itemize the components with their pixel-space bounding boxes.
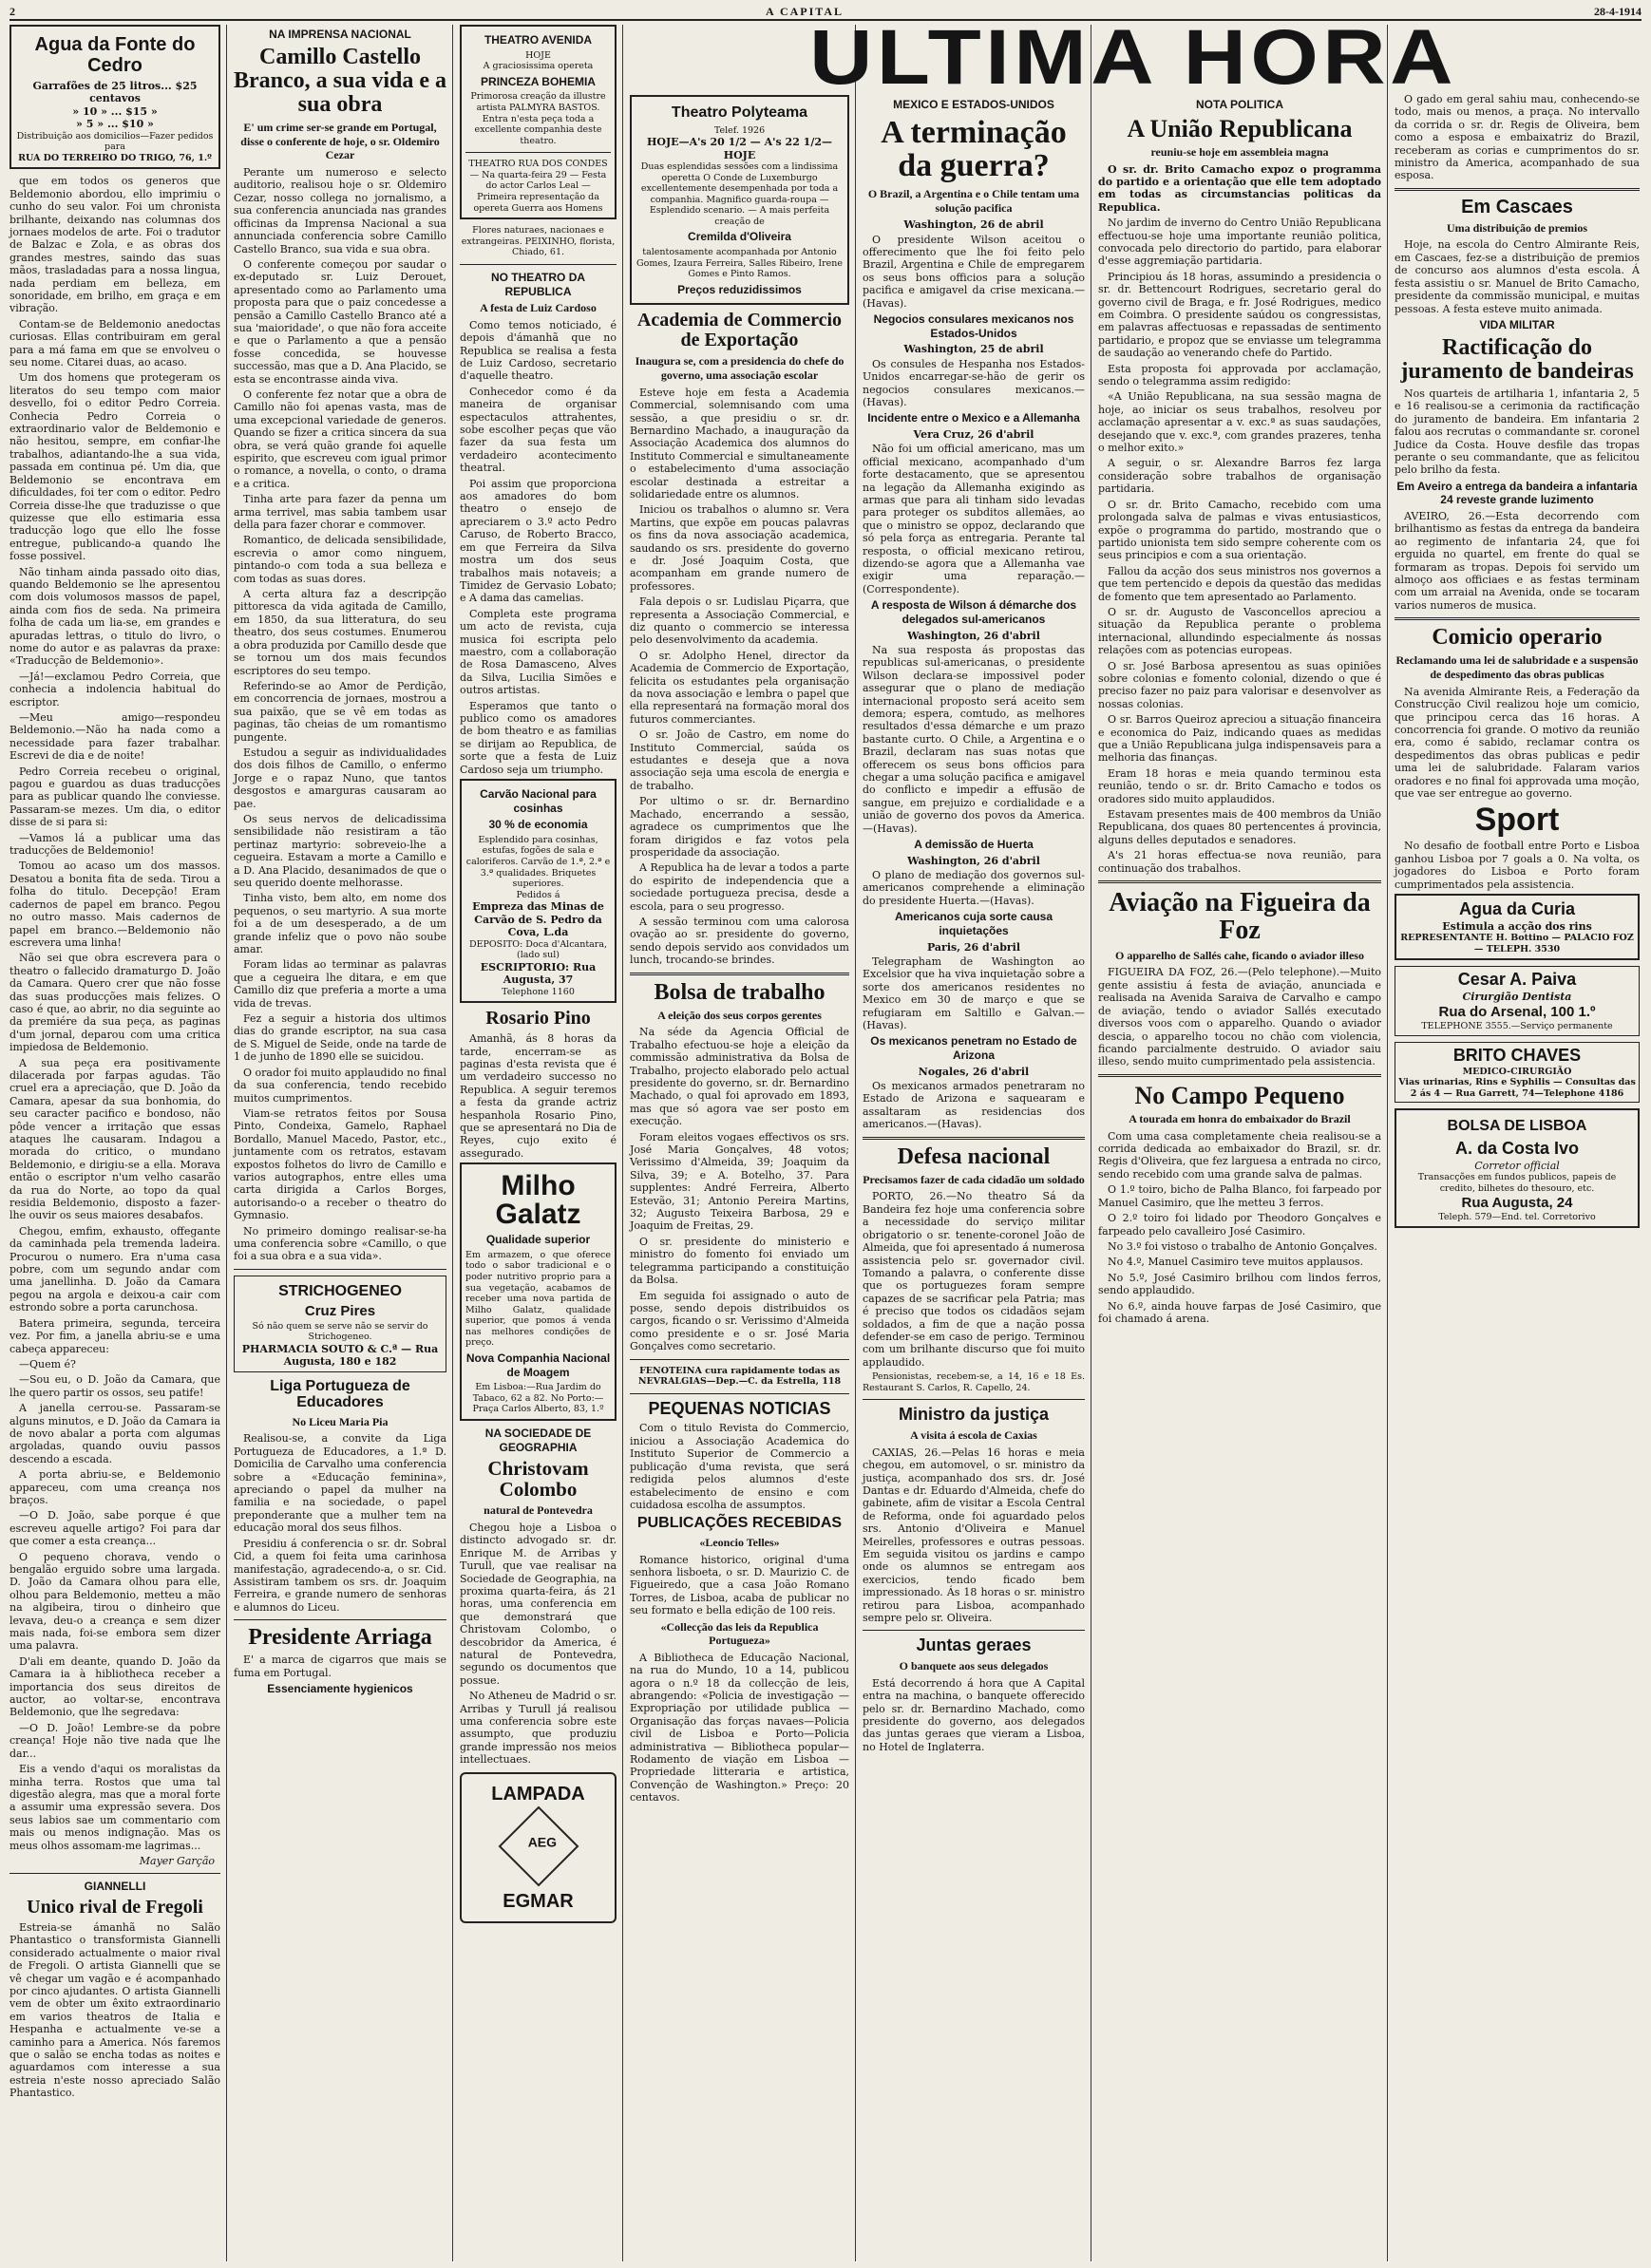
ad-title: Presidente Arriaga xyxy=(248,1625,432,1651)
ad-line: A graciosissima opereta xyxy=(483,61,594,72)
paragraph: Os mexicanos armados penetraram no Estado de Arizona e saquearam e assaltaram as residencias dos americanos.—(Havas). xyxy=(863,1080,1085,1131)
headline: Ractificação do juramento de bandeiras xyxy=(1400,334,1634,384)
divider xyxy=(863,1630,1085,1631)
paragraph: Com uma casa completamente cheia realisou-se a corrida dedicada ao embaixador do Brazil, sr. dr. Regis d'Oliveira, que fez larguesa a entrada no circo, sendo recebido com uma grande salva de palmas. xyxy=(1098,1129,1381,1181)
subheadline: Precisamos fazer de cada cidadão um soldado xyxy=(863,1172,1085,1186)
paragraph: Por ultimo o sr. dr. Bernardino Machado, encerrando a sessão, agradece os cumprimentos que lhe foram dirigidos e faz votos pela prosperidade da associação. xyxy=(630,795,849,859)
paragraph: Esteve hoje em festa a Academia Commercial, solemnisando com uma sessão, a que presidiu o sr. dr. Bernardino Machado, a inauguração da Associação Academica dos alumnos do Instituto Commercial e simultaneamente o estabelecimento d'uma associação escolar destinada a estreitar a solidariedade entre os alumnos. xyxy=(630,386,849,501)
paragraph: Contam-se de Beldemonio anedoctas curiosas. Ellas contribuiram em geral para a má fama em que se envolveu o seu nome. Citarei duas, ao acaso. xyxy=(9,317,220,369)
subheadline: A festa de Luiz Cardoso xyxy=(480,301,597,315)
paragraph: Estreia-se ámanhã no Salão Phantastico o transformista Giannelli considerado actualmente o maior rival de Fregoli. O artista Giannelli que se vê chegar um vagão e é acompanhado por cinco ajudantes. O artista Giannelli vem de obter um êxito extraordinario em varios theatros de Italia e Hespanha e actualmente ve-se a caminho para a America. Nós faremos que o salão se encha todas as noites e aguardamos com interesse a sua estreia n'este nosso apreciado Salão Phantastico. xyxy=(9,1920,220,2100)
headline: Defesa nacional xyxy=(897,1143,1051,1169)
ad-agua-curia xyxy=(1395,894,1640,961)
subheadline: «Collecção das leis da Republica Portugueza» xyxy=(660,1619,819,1648)
paragraph: Não sei que obra escrevera para o theatro o fallecido dramaturgo D. João da Camara. Quero crer que não fosse das suas producções mais felizes. O caso é que, ao abrir, no dia seguinte ao da premiére da sua peça, as paginas d'um jornal, deparou com uma critica impiedosa de Beldemonio. xyxy=(9,952,220,1054)
paragraph: O plano de mediação dos governos sul-americanos comprehende a eliminação do presidente Huerta.—(Havas). xyxy=(863,869,1085,907)
ad-title: Cesar A. Paiva xyxy=(1457,970,1577,990)
ad-sub: 30 % de economia xyxy=(488,818,588,832)
divider xyxy=(234,1269,446,1270)
headline: NO THEATRO DA REPUBLICA xyxy=(490,270,586,298)
headline: Bolsa de trabalho xyxy=(654,979,826,1005)
ad-agua-cedro xyxy=(9,25,220,169)
ad-text: E' a marca de cigarros que mais se fuma em Portugal. xyxy=(234,1654,446,1679)
ad-text: Esplendido para cosinhas, estufas, fogões de sala e caloriferos. Carvão de 1.ª, 2.ª e 3.ª qualidades. Briquetes superiores. xyxy=(465,834,611,890)
paragraph: O orador foi muito applaudido no final da sua conferencia, tendo recebido muitos cumprimentos. xyxy=(234,1066,446,1105)
ad-text: Duas esplendidas sessões com a lindissima operetta O Conde de Luxemburgo excellentemente desempenhada por toda a companhia. Magnifico guarda-roupa — Esplendido scenario. — A mais perfeita creação de xyxy=(640,161,839,227)
subheadline: reuniu-se hoje em assembleia magna xyxy=(1150,144,1329,159)
paragraph: Fallou da acção dos seus ministros nos governos a que tem pertencido e depois da questão das medidas de fomento que tem apresentado ao Parlamento. xyxy=(1098,564,1381,603)
ad-show: PRINCEZA BOHEMIA xyxy=(481,74,596,88)
headline: Camillo Castello Branco, a sua vida e a sua obra xyxy=(234,44,447,117)
paragraph: Esta proposta foi approvada por acclamação, sendo o telegramma assim redigido: xyxy=(1098,362,1381,388)
column-7 xyxy=(1389,25,1645,2261)
paragraph: Não tinham ainda passado oito dias, quando Beldemonio se lhe apresentou com dois volumosos massos de papel, ainda com fios de seda. Na primeira folha de cada um lia-se, em grandes e apuradas lettras, o titulo do livro, o nome do autor e as palavras da praxe: «Traducção de Beldemonio». xyxy=(9,565,220,668)
headline: Americanos cuja sorte causa inquietações xyxy=(894,910,1053,937)
paragraph: Batera primeira, segunda, terceira vez. Por fim, a janella abriu-se e uma cabeça appareceu: xyxy=(9,1316,220,1355)
aeg-logo-icon xyxy=(498,1805,579,1886)
subheadline: E' um crime ser-se grande em Portugal, disse o conferente de hoje, o sr. Oldemiro Cezar xyxy=(240,121,440,162)
divider xyxy=(1395,617,1640,620)
ad-address: Em Lisboa:—Rua Jardim do Tabaco, 62 a 82. No Porto:—Praça Carlos Alberto, 83, 1.º xyxy=(472,1382,604,1415)
paragraph: No desafio de football entre Porto e Lisboa ganhou Lisboa por 7 goals a 0. Na volta, os jogadores do Lisboa e Porto foram cumprimentados pela assistencia. xyxy=(1395,840,1640,891)
subheadline: A eleição dos seus corpos gerentes xyxy=(657,1008,822,1022)
paragraph: O presidente Wilson aceitou o offerecimento que lhe foi feito pelo Brazil, Argentina e Chile de empregarem os seus bons officios para a solução pacifica e amigavel da crise mexicana.—(Havas). xyxy=(863,233,1085,310)
ad-title: Carvão Nacional para cosinhas xyxy=(480,787,597,815)
paragraph: O 2.º toiro foi lidado por Theodoro Gonçalves e farpeado pelo cavalleiro José Casimiro. xyxy=(1098,1212,1381,1238)
ad-text: THEATRO RUA DOS CONDES — Na quarta-feira 29 — Festa do actor Carlos Leal — Primeira representação da opereta Guerra aos Homens xyxy=(468,159,608,214)
ad-name: A. da Costa Ivo xyxy=(1454,1139,1580,1158)
story-beldemonio xyxy=(9,175,220,1852)
paragraph: Não foi um official americano, mas um official mexicano, acompanhado d'um forte destacamento, que se apresentou na legação da Allemanha exigindo as armas que para ali tinham sido levadas para proteger os subditos allemães, ao que o ministro se oppoz, declarando que só pela força as entregaria. Perante tal resposta, o official mexicano retirou, dizendo-se agora que a Allemanha vae exigir uma reparação.—(Correspondente). xyxy=(863,443,1085,595)
ad-brand: Cruz Pires xyxy=(304,1303,376,1320)
paragraph: Conhecedor como é da maneira de organisar espectaculos attrahentes, sobe escolher peças que vão fazer da sua festa um verdadeiro acontecimento theatral. xyxy=(460,385,617,475)
paragraph: A porta abriu-se, e Beldemonio appareceu, com uma creança nos braços. xyxy=(9,1468,220,1506)
divider xyxy=(9,1873,220,1874)
column-rule xyxy=(855,25,856,2261)
dateline: Washington, 25 de abril xyxy=(903,343,1044,356)
headline: A resposta de Wilson á démarche dos delegados sul-americanos xyxy=(870,598,1077,626)
paragraph: Fala depois o sr. Ludislau Piçarra, que representa a Associação Commercial, e diz quanto o commercio se interessa pelo desenvolvimento da academia. xyxy=(630,595,849,647)
column-rule xyxy=(1387,25,1388,2261)
ad-sub: Corretor official xyxy=(1474,1159,1560,1172)
ad-sub: MEDICO-CIRURGIÃO xyxy=(1462,1066,1572,1077)
ad-title: LAMPADA xyxy=(491,1783,585,1805)
paragraph: O sr. João de Castro, em nome do Instituto Commercial, saúda os estudantes e deseja que a nova associação seja uma escola de energia e de trabalho. xyxy=(630,728,849,792)
headline: Rosario Pino xyxy=(485,1008,591,1030)
ad-line: HOJE xyxy=(525,49,551,61)
paragraph: Na séde da Agencia Official de Trabalho efectuou-se hoje a eleição da commissão administrativa da Bolsa de Trabalho, projecto elaborado pelo actual presidente do governo, sr. dr. Bernardino Machado, o qual foi aprovado em 1893, mas que só agora vae ser posto em execução. xyxy=(630,1026,849,1128)
paragraph: —Sou eu, o D. João da Camara, que lhe quero partir os ossos, seu patife! xyxy=(9,1373,220,1399)
byline: Mayer Garção xyxy=(139,1854,215,1867)
section-label: VIDA MILITAR xyxy=(1479,317,1555,331)
paragraph: Amanhã, ás 8 horas da tarde, encerram-se as paginas d'esta revista que é um verdadeiro successo no Republica. A seguir teremos a festa da grande actriz hespanhola Rosario Pino, que se apresentará no Dia de Reyes, cujo exito é assegurado. xyxy=(460,1032,617,1160)
ad-line: RUA DO TERREIRO DO TRIGO, 76, 1.º xyxy=(18,152,212,163)
headline: Academia de Commercio de Exportação xyxy=(636,310,843,351)
ad-text: Em armazem, o que oferece todo o sabor tradicional e o poder nutritivo proprio para a sua vegetação, acabamos de receber uma nova partida de Milho Galatz, qualidade superior, que pomos á venda nas melhores condições de preço. xyxy=(465,1249,611,1349)
section-label: NA SOCIEDADE DE GEOGRAPHIA xyxy=(484,1427,592,1454)
column-5 xyxy=(857,95,1091,2260)
paragraph: No Atheneu de Madrid o sr. Arribas y Turull já realisou uma conferencia sobre este assumpto, que produziu grande impressão nos meios intellectuaes. xyxy=(460,1690,617,1767)
column-rule xyxy=(226,25,227,2261)
ad-line: » 5 » ... $10 » xyxy=(76,118,154,131)
ad-address: PHARMACIA SOUTO & C.ª — Rua Augusta, 180 e 182 xyxy=(241,1342,439,1369)
column-3 xyxy=(454,25,622,2261)
ad-text: talentosamente acompanhada por Antonio Gomes, Izaura Ferreira, Salles Ribeiro, Irene Gomes e Pinto Ramos. xyxy=(636,247,843,280)
paragraph: Na sua resposta ás propostas das republicas sul-americanas, o presidente Wilson declara-se impossivel poder assegurar que o plano de mediação internacional proposto será aceito sem demora; espera, comtudo, as melhores resultados d'essa démarche e um prazo bastante curto. O Chile, a Argentina e o Brazil, declaram nas suas notas que offerecem os seus bons officios para chegar a uma solução pacifica e amigavel do conflicto e impedir a effusão de sangue, em prejuizo e cordialidade e a união de governo dos povos da America.—(Havas). xyxy=(863,643,1085,835)
subheadline: O banquete aos seus delegados xyxy=(899,1659,1049,1673)
ad-phone: Telef. 1926 xyxy=(713,124,766,136)
ad-times: HOJE—A's 20 1/2 — A's 22 1/2—HOJE xyxy=(647,136,832,161)
paragraph: CAXIAS, 26.—Pelas 16 horas e meia chegou, em automovel, o sr. ministro da justiça, acompanhado dos srs. dr. José Dantas e dr. Eduardo d'Almeida, chefe do gabinete, afim de visitar a Escola Central de Reforma, onde foi aguardado pelos srs. Antonio d'Oliveira e Manuel Meirelles, professores e outras pessoas. Em seguida visitou os jardins e campo onde os alumnos se entregam aos exercicios, tendo ficado bem impressionado. Ás 18 horas o sr. ministro retirou para Lisboa, acompanhado sempre pelo sr. Oliveira. xyxy=(863,1446,1085,1625)
paragraph: Presidiu á conferencia o sr. dr. Sobral Cid, a quem foi feita uma carinhosa manifestação, agradecendo-a, o sr. Cid. Assistiram tambem os srs. dr. Joaquim Ferreira, e grande numero de senhoras e alumnos do Liceu. xyxy=(234,1537,446,1614)
paragraph: A sessão terminou com uma calorosa ovação ao sr. presidente do governo, sendo depois servido aos convidados um lunch, trocando-se brindes. xyxy=(630,915,849,967)
subheadline: No Liceu Maria Pia xyxy=(292,1414,389,1428)
headline: A terminação da guerra? xyxy=(881,114,1067,184)
ad-star: Cremilda d'Oliveira xyxy=(688,230,791,244)
paragraph: A Bibliotheca de Educação Nacional, na rua do Mundo, 10 a 14, publicou agora o n.º 18 da collecção de leis, abrangendo: «Policia de investigação — Expropriação por utilidade publica — Organisação das forças navaes—Policia civil de Lisboa e Porto—Policia administrativa — Bibliotheca popular—Rodamento de viação em Lisboa — Propriedade litteraria e artistica, Convenção de Washington.» Preço: 20 centavos. xyxy=(630,1651,849,1805)
ad-cesar-paiva xyxy=(1395,966,1640,1035)
paragraph: A seguir, o sr. Alexandre Barros fez larga consideração sobre trabalhos de organisação partidaria. xyxy=(1098,457,1381,496)
column-4 xyxy=(624,95,855,2260)
paragraph: Foram eleitos vogaes effectivos os srs. José Maria Gonçalves, 48 votos; Verissimo d'Almeida, 39; Joaquim da Silva, 39; e A. Botelho, 37. Para supplentes: André Ferreira, Alberto Estevão, 31; Antonio Pereira Martins, 32; Augusto Teixeira Barbosa, 29 e Joaquim de Freitas, 29. xyxy=(630,1130,849,1233)
subheadline: A visita á escola de Caxias xyxy=(910,1428,1037,1443)
paragraph: A janella cerrou-se. Passaram-se alguns minutos, e D. João da Camara ia de novo abalar a porta com algumas argoladas, quando ouviu passos descendo a escada. xyxy=(9,1402,220,1465)
headline: Sport xyxy=(1474,802,1560,839)
ad-title: Milho Galatz xyxy=(495,1170,581,1231)
page-number: 2 xyxy=(9,5,15,19)
ad-sub: Qualidade superior xyxy=(485,1233,591,1247)
paragraph: Foram lidas ao terminar as palavras que a cegueira lhe ditara, e em que Camillo diz que preferia a morte a uma vida de trevas. xyxy=(234,958,446,1010)
ad-title: BOLSA DE LISBOA xyxy=(1447,1118,1587,1135)
paragraph: Romantico, de delicada sensibilidade, escrevia o amor como ninguem, pintando-o com toda a sua belleza e com todas as suas dores. xyxy=(234,534,446,585)
dateline: Vera Cruz, 26 d'abril xyxy=(913,428,1034,441)
notice: Pensionistas, recebem-se, a 14, 16 e 18 Es. Restaurant S. Carlos, R. Capello, 24. xyxy=(863,1371,1085,1393)
paragraph: O sr. dr. Brito Camacho, recebido com uma prolongada salva de palmas e vivas entusiasticos, expõe o programma do partido, mostrando que o partido unionista tem sido sempre coherente com os seus principios e com a sua orientação. xyxy=(1098,498,1381,562)
paragraph: Chegou, emfim, exhausto, offegante da caminhada pela tremenda ladeira. Procurou o numero. Era n'uma casa pobre, com um segundo andar com uma janellinha. D. João da Camara pegou na argola e deixou-a cair com estrondo sobre a porta carunchosa. xyxy=(9,1224,220,1314)
paragraph: que em todos os generos que Beldemonio abordou, ello imprimiu o cunho do seu valor. Foi um chronista brilhante, deixando nas columnas dos jornaes modelos de arte. Foi o tradutor de Balzac e Zola, e as obras dos grandes mestres, saindo das suas mãos, trasladadas para a nossa lingua, nada perdiam em belleza, em sonoridade, em brilho, em graça e em vibração. xyxy=(9,175,220,315)
ad-phone: Teleph. 579—End. tel. Corretorivo xyxy=(1438,1211,1596,1222)
headline: Incidente entre o Mexico e a Allemanha xyxy=(867,411,1080,425)
ad-tagline: Essenciamente hygienicos xyxy=(267,1682,413,1696)
paragraph: A certa altura faz a descripção pittoresca da vida agitada de Camillo, em 1850, da sua litteratura, do seu theatro, dos seus costumes. Enumerou a obra produzida por Camillo desde que se tornou um dos mais fecundos escriptores do seu tempo. xyxy=(234,588,446,677)
paragraph: Estavam presentes mais de 400 membros da União Republicana, dos quaes 80 pertencentes á provincia, alguns delles deputados e senadores. xyxy=(1098,808,1381,846)
headline: Em Aveiro a entrega da bandeira a infantaria 24 reveste grande luzimento xyxy=(1396,479,1638,507)
divider xyxy=(1098,1074,1381,1077)
paragraph: Eram 18 horas e meia quando terminou esta reunião, tendo o sr. dr. Brito Camacho e todos os oradores sido muito applaudidos. xyxy=(1098,766,1381,805)
subheadline: O Brazil, a Argentina e o Chile tentam uma solução pacifica xyxy=(867,187,1080,215)
paragraph: No 6.º, ainda houve farpas de José Casimiro, que foi chamado á arena. xyxy=(1098,1299,1381,1325)
ad-sub: Estimula a acção dos rins xyxy=(1442,919,1592,933)
paragraph: Principiou ás 18 horas, assumindo a presidencia o sr. dr. Bettencourt Rodrigues, secretario geral do governo civil de Braga, e fr. José Rodrigues, medico em Coimbra. O presidente saúdou os congressistas, em palavras affectuosas e repassadas de sentimento partidario, e propoz que se enviasse um telegramma de saudação ao venerando chefe do Partido. xyxy=(1098,270,1381,360)
dateline: Nogales, 26 d'abril xyxy=(918,1065,1030,1078)
ad-phone: TELEPHONE 3555.—Serviço permanente xyxy=(1421,1021,1613,1032)
paragraph: D'ali em deante, quando D. João da Camara ia à hibliotheca receber a importancia dos seus direitos de auctor, ao voltar-se, encontrava Beldemonio, que lhe segredava: xyxy=(9,1654,220,1719)
paragraph: O gado em geral sahiu mau, conhecendo-se todo, mais ou menos, a praça. No intervallo da corrida o sr. dr. Regis de Oliveira, bem como a esposa e embaixatriz do Brazil, receberam as corias e cumprimentos do sr. ministro da America, acompanhado de sua esposa. xyxy=(1395,93,1640,182)
paragraph: Na avenida Almirante Reis, a Federação da Construcção Civil realizou hoje um comicio, que principou cerca das 16 horas. A concorrencia foi grande. O motivo da reunião era, como é sabido, reclamar contra os despedimentos das obras publicas e pedir uma lei de salubridade. Falaram varios oradores e no final foi approvada uma moção, que vae ser entregue ao governo. xyxy=(1395,685,1640,800)
ad-text: Primorosa creação da illustre artista PALMYRA BASTOS. Entra n'esta peça toda a excellente companhia deste theatro. xyxy=(470,91,606,146)
paragraph: Tomou ao acaso um dos massos. Desatou a bonita fita de seda. Tirou a folha do titulo. Decepção! Eram cadernos de papel em branco. Pegou no outro masso. Mais cadernos de papel em branco.—Beldemonio não escrevera uma linha! xyxy=(9,860,220,949)
divider xyxy=(863,1137,1085,1140)
newspaper-name: A CAPITAL xyxy=(765,5,844,19)
paragraph: Nos quarteis de artilharia 1, infantaria 2, 5 e 16 realisou-se a cerimonia da ractificação do juramento de bandeira. Em infantaria 2 falou aos recrutas o commandante sr. coronel Judice da Costa. Houve desfile das tropas perante o seu commandante, que as felicitou pelo brilho da festa. xyxy=(1395,387,1640,477)
ad-fenoteina: FENOTEINA cura rapidamente todas as NEVRALGIAS—Dep.—C. da Estrella, 118 xyxy=(637,1365,842,1388)
ad-lampada-egmar xyxy=(460,1772,617,1923)
paragraph: O 1.º toiro, bicho de Palha Blanco, foi farpeado por Manuel Casimiro, que lhe metteu 3 ferros. xyxy=(1098,1183,1381,1209)
ad-address: Rua do Arsenal, 100 1.º xyxy=(1438,1003,1596,1020)
ad-line: Garrafões de 25 litros... $25 centavos xyxy=(32,80,198,105)
paragraph: Telegrapham de Washington ao Excelsior que ha viva inquietação sobre a sorte dos americanos residentes no Mexico em 30 de março e que se refugiaram em Saltillo e Galvan.—(Havas). xyxy=(863,954,1085,1031)
headline: A União Republicana xyxy=(1127,114,1353,142)
paragraph: PORTO, 26.—No theatro Sá da Bandeira fez hoje uma conferencia sobre a necessidade do serviço militar obrigatorio o sr. tenente-coronel João de Almeida, que foi apresentado á numerosa assistencia pelo sr. governador civil. Tomando a palavra, o conferente disse que os portuguezes foram sempre capazes de se sacrificar pela Patria; mas é preciso que todos os cidadãos sejam soldados, a fim de que a nação possa defender-se em caso de perigo. Terminou com um brilhante discurso que foi muito applaudido. xyxy=(863,1190,1085,1369)
divider xyxy=(465,152,611,153)
divider xyxy=(234,1619,446,1620)
paragraph: A's 21 horas effectua-se nova reunião, para continuação dos trabalhos. xyxy=(1098,849,1381,875)
paragraph: Viam-se retratos feitos por Sousa Pinto, Condeixa, Gamelo, Raphael Bordallo, Manuel Macedo, Pastor, etc., juntamente com os retratos, estavam expostos folhetos do livro de Camillo e varios autographos, entre elles uma carta dirigida a Carlos Borges, autorisando-o a receber o theatro do Gymnasio. xyxy=(234,1106,446,1222)
paragraph: FIGUEIRA DA FOZ, 26.—(Pelo telephone).—Muito gente assistiu á festa de aviação, anunciada e realisada na Avenida Saraiva de Carvalho e campo de aviação, tendo o aviador Sallés executado diversos voos com o apparelho. Quando o aviador descia, o apparelho tocou no chão com violencia, ficando parcialmente destruido. O aviador saiu illeso, sendo muito cumprimentado pela assistencia. xyxy=(1098,966,1381,1068)
paragraph: No jardim de inverno do Centro União Republicana effectuou-se hoje uma importante reunião politica, convocada pelo directorio do partido, para elaborar d'esse aggremiação partidaria. xyxy=(1098,217,1381,268)
paragraph: O pequeno chorava, vendo o bengalão erguido sobre uma largada. D. João da Camara olhou para elle, olhou para Beldemonio, metteu a mão na algibeira, tirou o dinheiro que levava, deu-o a creança e sem dizer mais nada, foi-se embora sem dizer uma palavra. xyxy=(9,1550,220,1653)
paragraph: O conferente fez notar que a obra de Camillo não foi apenas vasta, mas de uma excepcional variedade de generos. Quando se fizer a critica sincera da sua obra, se verá quão grande foi aquelle espirito, que escreveu com igual primor o romance, a novella, o conto, o drama e a critica. xyxy=(234,387,446,490)
ad-title: THEATRO AVENIDA xyxy=(484,33,593,47)
paragraph: Um dos homens que protegeram os literatos do seu tempo com maior desvello, foi o editor Pedro Correia. Conhecia Pedro Correia o extraordinario valor de Beldemonio e não hesitou, sempre, em confiar-lhe trabalhos, adiantando-lhe a sua vida, passada em continua pé. Um dia, que Beldemonio se encontrava em dificuldades, foi ter com o editor. Pedro Correia disse-lhe que traduzisse o que quizesse que ello estimaria essa traducção logo que ello lhe fosse entregue, publicando-a quando lhe fosse possivel. xyxy=(9,371,220,563)
headline: Aviação na Figueira da Foz xyxy=(1109,888,1371,946)
paragraph: Estudou a seguir as individualidades dos dois filhos de Camillo, o enfermo Jorge e o rapaz Nuno, que tantos desgostos e amarguras causaram ao pae. xyxy=(234,746,446,810)
dateline: Washington, 26 d'abril xyxy=(907,629,1040,642)
paragraph: O sr. Barros Queiroz apreciou a situação financeira e economica do Paiz, indicando quaes as medidas que a União Republicana julga indispensaveis para a melhoria das finanças. xyxy=(1098,713,1381,765)
paragraph: Chegou hoje a Lisboa o distincto advogado sr. dr. Enrique M. de Arribas y Turull, que vae realisar na Sociedade de Geographia, na proxima quarta-feira, ás 21 horas, uma conferencia em que demonstrará que Christovam Colombo, o descobridor da America, é natural de Pontevedra, segundo os documentos que possue. xyxy=(460,1521,617,1687)
dateline: Washington, 26 de abril xyxy=(903,218,1044,232)
headline: Os mexicanos penetram no Estado de Arizona xyxy=(870,1034,1077,1062)
paragraph: Com o titulo Revista do Commercio, iniciou a Associação Academica do Instituto Superior de Commercio a publicação d'uma revista, que será redigida pelos alumnos d'este estabelecimento de ensino e com cuidadosa escolha de assumptos. xyxy=(630,1422,849,1511)
divider xyxy=(1098,880,1381,883)
ad-bolsa-lisboa xyxy=(1395,1108,1640,1228)
ad-deposit: DEPOSITO: Doca d'Alcantara, (lado sul) xyxy=(468,938,608,961)
paragraph: O conferente começou por saudar o ex-deputado sr. Luiz Derouet, apresentado como ao Parlamento uma proposta para que o paiz concedesse a pensão a Camillo Castello Branco até a sua 'maioridade', o que não fora acceite e que o Parlamento a que a pensão fosse concedida, se houvesse successão, mas que a D. Ana Placido, se esta se encontrasse ainda viva. xyxy=(234,257,446,386)
dateline: Washington, 26 d'abril xyxy=(907,854,1040,867)
banner-spacer xyxy=(1395,25,1640,93)
headline: No Campo Pequeno xyxy=(1134,1081,1345,1109)
paragraph: —O D. João! Lembre-se da pobre creança! Hoje não tive nada que lhe dar... xyxy=(9,1721,220,1760)
ad-sub: Cirurgião Dentista xyxy=(1462,991,1572,1004)
headline: A demissão de Huerta xyxy=(914,838,1034,852)
column-1 xyxy=(4,25,226,2261)
paragraph: O sr. José Barbosa apresentou as suas opiniões sobre colonias e fomento colonial, dizendo o que é preciso fazer no paiz para valorisar e desenvolver as nossas colonias. xyxy=(1098,659,1381,710)
paragraph: Romance historico, original d'uma senhora lisboeta, o sr. D. Maurizio C. de Figueiredo, que a casa João Romano Torres, de Lisboa, acaba de publicar no seu formato e bella edição de 100 reis. xyxy=(630,1553,849,1617)
divider xyxy=(863,1399,1085,1400)
paragraph: Esperamos que tanto o publico como os amadores de bom theatro e as familias se dirijam ao Republica, de sorte que a festa de Luiz Cardoso seja um triumpho. xyxy=(460,699,617,776)
paragraph: No primeiro domingo realisar-se-ha uma conferencia sobre «Camillo, o que foi a sua obra e a sua vida». xyxy=(234,1224,446,1263)
section-label: GIANNELLI xyxy=(84,1880,146,1894)
column-6 xyxy=(1092,95,1387,2260)
section-label: MEXICO E ESTADOS-UNIDOS xyxy=(893,98,1054,111)
subheadline: Inaugura se, com a presidencia do chefe do governo, uma associação escolar xyxy=(635,354,844,383)
paragraph: Perante um numeroso e selecto auditorio, realisou hoje o sr. Oldemiro Cezar, nosso collega no jornalismo, a sua conferencia anunciada nas grandes officinas da Imprensa Nacional a sua annunciada conferencia sobre Camillo Castello Branco, sua vida e sua obra. xyxy=(234,166,446,255)
paragraph: No 3.º foi vistoso o trabalho de Antonio Gonçalves. xyxy=(1108,1239,1377,1253)
paragraph: Os consules de Hespanha nos Estados-Unidos encarregar-se-hão de gerir os negocios consulares mexicanos.—(Havas). xyxy=(863,357,1085,408)
divider xyxy=(630,1393,849,1394)
paragraph: Fez a seguir a historia dos ultimos dias do grande escriptor, na sua casa de S. Miguel de Seide, onde na tarde de 1 de junho de 1890 elle se suicidou. xyxy=(234,1012,446,1064)
paragraph: A Republica ha de levar a todos a parte do espirito de independencia que a sociedade portugueza precisa, desde a escola, para o seu progresso. xyxy=(630,861,849,913)
paragraph: Realisou-se, a convite da Liga Portugueza de Educadores, a 1.ª D. Domicilia de Carvalho uma conferencia sobre a «Educação feminina», apreciando o papel da mulher na familia e na sociedade, o papel preponderante que a mulher tem na educação moral dos seus filhos. xyxy=(234,1432,446,1535)
column-2 xyxy=(228,25,452,2261)
column-rule xyxy=(622,25,623,2261)
paragraph: Iniciou os trabalhos o alumno sr. Vera Martins, que expõe em poucas palavras os fins da nova associação academica, saudando os srs. presidente do governo e dr. José Joaquim Costa, que acompanham em grande numero de professores. xyxy=(630,503,849,593)
paragraph: Como temos noticiado, é depois d'ámanhã que no Republica se realisa a festa de Luiz Cardoso, secretario d'aquelle theatro. xyxy=(460,318,617,383)
paragraph: O sr. dr. Brito Camacho expoz o programma do partido e a orientação que elle tem adoptado em todas as circumstancias politicas da Republica. xyxy=(1098,162,1381,214)
headline: Comicio operario xyxy=(1432,625,1603,651)
paragraph: —O D. João, sabe porque é que escreveu aquelle artigo? Foi para dar que comer a esta creança... xyxy=(9,1509,220,1548)
headline: Juntas geraes xyxy=(916,1635,1032,1655)
ad-strichogeneo xyxy=(234,1276,446,1372)
logo-mark: AEG xyxy=(527,1834,557,1850)
ad-text: Só não quem se serve não se servir do Strichogeneo. xyxy=(252,1320,428,1343)
ad-brito-chaves xyxy=(1395,1042,1640,1104)
paragraph: Está decorrendo á hora que A Capital entra na machina, o banquete offerecido pelo sr. dr. Bernardino Machado, como presidente do governo, aos delegados das juntas geraes que vieram a Lisboa, no Hotel de Inglaterra. xyxy=(863,1676,1085,1753)
paragraph: No 5.º, José Casimiro brilhou com lindos ferros, sendo applaudido. xyxy=(1098,1271,1381,1297)
headline: Ministro da justiça xyxy=(898,1405,1050,1425)
paragraph: Tinha visto, bem alto, em nome dos pequenos, o seu martyrio. A sua morte foi a de um desesperado, a de um grande infeliz que o povo não soube amar. xyxy=(234,892,446,956)
paragraph: Completa este programa um acto de revista, cuja musica foi escripta pelo maestro, com a collaboração de Rosa Damasceno, Alves da Silva, Lucilia Simões e outros artistas. xyxy=(460,607,617,697)
paragraph: Em seguida foi assignado o auto de posse, sendo depois distribuidos os cargos, ficando o sr. Verissimo d'Almeida como presidente e o sr. José Maria Gonçalves como secretario. xyxy=(630,1289,849,1353)
headline: Unico rival de Fregoli xyxy=(27,1896,203,1918)
divider xyxy=(630,1359,849,1360)
paragraph: Eis a vendo d'aqui os moralistas da minha terra. Rostos que uma tal digestão alegra, mas que a moral forte a assumir uma expressão severa. Dos seus labios sae um commentario com mais ou menos indignação. Mas os meus olhos assomam-me lagrimas... xyxy=(9,1763,220,1852)
ad-brand: EGMAR xyxy=(503,1891,574,1913)
ad-company: Empreza das Minas de Carvão de S. Pedro da Cova, L.da xyxy=(472,900,604,939)
dateline: Paris, 26 d'abril xyxy=(926,940,1021,954)
section-label: NOTA POLITICA xyxy=(1196,98,1283,111)
subheadline: O apparelho de Sallés cahe, ficando o aviador illeso xyxy=(1115,948,1364,962)
paragraph: Os seus nervos de delicadissima sensibilidade não resistiram a tão pertinaz martyrio: sobreveio-lhe a cegueira. Estavam a morte a Camillo e a D. Ana Placido, desanimados de que o seu querido doente melhorasse. xyxy=(234,812,446,889)
ad-title: BRITO CHAVES xyxy=(1452,1045,1582,1065)
paragraph: Tinha arte para fazer da penna um arma terrivel, mas sabia tambem usar della para fazer chorar e commover. xyxy=(234,493,446,532)
paragraph: AVEIRO, 26.—Esta decorrendo com brilhantismo as festas da entrega da bandeira ao regimento de infantaria 24, que foi erguida no quartel, em frente do qual se formaram as tropas. Depois foi servido um almoço aos officiaes e as festas terminam com um arraial na Avenida, onde se tocaram varios numeros de musica. xyxy=(1395,510,1640,612)
paragraph: —Meu amigo—respondeu Beldemonio.—Não ha nada como a necessidade para fazer trabalhar. Escrevi de dia e de noite! xyxy=(9,711,220,763)
subheadline: A tourada em honra do embaixador do Brazil xyxy=(1129,1112,1351,1126)
ad-company: Nova Companhia Nacional de Moagem xyxy=(465,1351,611,1379)
ad-flores: Flores naturaes, nacionaes e extrangeiras. PEIXINHO, florista, Chiado, 61. xyxy=(461,225,616,258)
subheadline: «Leoncio Telles» xyxy=(699,1535,780,1549)
headline: Negocios consulares mexicanos nos Estados-Unidos xyxy=(873,312,1074,340)
paragraph: O sr. Adolpho Henel, director da Academia de Commercio de Exportação, felicita os estudantes pela organisação da nova associação e lembra o papel que ella representará na formação moral dos futuros commerciantes. xyxy=(630,649,849,726)
ad-polyteama xyxy=(630,95,849,305)
ad-line: » 10 » ... $15 » xyxy=(72,104,158,118)
section-label: NA IMPRENSA NACIONAL xyxy=(269,28,411,41)
paragraph: O sr. presidente do ministerio e ministro do fomento foi enviado um telegramma participando a constituição da Bolsa. xyxy=(630,1235,849,1287)
headline: Liga Portugueza de Educadores xyxy=(270,1377,410,1411)
paragraph: «A União Republicana, na sua sessão magna de hoje, ao iniciar os seus trabalhos, resolveu por acclamação apresentar a v. exc.ª as suas saudações, desejando que v. exc.ª, com grandes prazeres, tenha o melhor exito.» xyxy=(1098,390,1381,455)
ad-line: Distribuição aos domicilios—Fazer pedidos para xyxy=(16,130,214,153)
ad-carvao xyxy=(460,779,617,1003)
paragraph: —Já!—exclamou Pedro Correia, que conhecia a indolencia habitual do escriptor. xyxy=(9,670,220,709)
ad-prices: Preços reduzidissimos xyxy=(677,282,802,296)
issue-date: 28-4-1914 xyxy=(1594,5,1642,19)
divider xyxy=(460,264,617,265)
ad-office: ESCRIPTORIO: Rua Augusta, 37 xyxy=(480,960,597,987)
ad-representative: REPRESENTANTE H. Bottino — PALACIO FOZ — TELEPH. 3530 xyxy=(1400,933,1634,954)
divider xyxy=(630,973,849,975)
ad-milho xyxy=(460,1162,617,1421)
paragraph: Poi assim que proporciona aos amadores do bom theatro o ensejo de apreciarem o 3.º acto Pedro Caruso, de Roberto Bracco, em que Ferreira da Silva mostra um dos seus trabalhos mais notaveis; a Timidez de Gervasio Lobato; e A dama das camelias. xyxy=(460,477,617,605)
headline: PEQUENAS NOTICIAS xyxy=(648,1398,831,1418)
column-rule xyxy=(452,25,453,2261)
ad-text: Transacções em fundos publicos, papeis de credito, bilhetes do thesouro, etc. xyxy=(1417,1172,1617,1194)
divider xyxy=(1395,188,1640,191)
paragraph: Hoje, na escola do Centro Almirante Reis, em Cascaes, fez-se a distribuição de premios de concurso aos alumnos d'esta escola. Á festa assistiu o sr. Manuel de Brito Camacho, presidente da commissão municipal, e muitas pessoas. A festa esteve muito animada. xyxy=(1395,238,1640,315)
paragraph: Referindo-se ao Amor de Perdição, em concorrencia de jornaes, mostrou a sua paixão, que se vê em todas as paginas, tão cheias de um romantismo pungente. xyxy=(234,679,446,744)
ad-title: Agua da Curia xyxy=(1458,898,1576,918)
paragraph: —Quem é? xyxy=(19,1357,76,1370)
paragraph: Pedro Correia recebeu o original, pagou e guardou as duas traducções para as publicar quando lhe conviesse. Passaram-se mezes. Um dia, o editor disse de si para si: xyxy=(9,765,220,829)
paragraph: O sr. dr. Augusto de Vasconcellos apreciou a situação da Republica perante o problema internacional, allundindo especialmente ás nossas relações com as potencias europeas. xyxy=(1098,605,1381,657)
ultima-hora-banner: ULTIMA HORA xyxy=(809,14,1457,101)
ad-phone: Telephone 1160 xyxy=(502,986,575,997)
ad-text: Vias urinarias, Rins e Syphilis — Consultas das 2 ás 4 — Rua Garrett, 74—Telephone 4186 xyxy=(1398,1077,1636,1099)
subheadline: Uma distribuição de premios xyxy=(1446,220,1588,235)
headline: Christovam Colombo xyxy=(487,1457,589,1502)
paragraph: No 4.º, Manuel Casimiro teve muitos applausos. xyxy=(1108,1256,1363,1269)
ad-title: Theatro Polyteama xyxy=(671,104,808,121)
ad-title: STRICHOGENEO xyxy=(278,1282,402,1299)
paragraph: —Vamos lá a publicar uma das traducções de Beldemonio! xyxy=(9,831,220,858)
ad-title: Agua da Fonte do Cedro xyxy=(34,34,196,76)
headline: PUBLICAÇÕES RECEBIDAS xyxy=(636,1515,843,1532)
headline: Em Cascaes xyxy=(1461,196,1573,217)
subheadline: natural de Pontevedra xyxy=(484,1503,593,1518)
paragraph: A sua peça era positivamente dilacerada por farpas agudas. Tão cruel era a apreciação, que D. João da Camara, apesar da sua bonhomia, do seu caracter pacifico e bondoso, não pôde vencer a irritação que essas ataques lhe causaram. Indagou a morada do critico, o mundano Beldemonio, e dirigiu-se a ella. Morava então o escriptor n'um velho casarão da rua do Norte, ao topo da qual residia Beldemonio, disposto a fazer-lhe ouvir os seus maiores desabafos. xyxy=(9,1056,220,1222)
ad-address: Rua Augusta, 24 xyxy=(1461,1194,1573,1211)
ad-text: Pedidos á xyxy=(516,889,560,900)
subheadline: Reclamando uma lei de salubridade e a suspensão de despedimento das obras publicas xyxy=(1395,653,1639,682)
